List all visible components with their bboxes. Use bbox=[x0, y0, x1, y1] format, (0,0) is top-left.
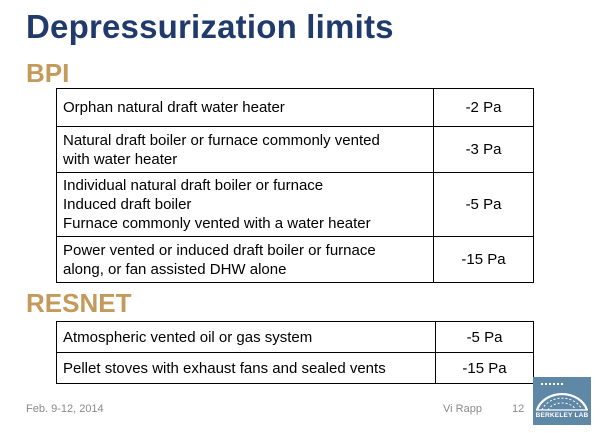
row-value: -5 Pa bbox=[434, 173, 534, 237]
table-row bbox=[57, 237, 534, 283]
row-value: -5 Pa bbox=[436, 322, 534, 353]
row-description bbox=[57, 322, 436, 353]
bpi-limits-table bbox=[56, 88, 534, 283]
row-value: -2 Pa bbox=[434, 89, 534, 127]
table-row bbox=[57, 89, 534, 127]
row-value: -3 Pa bbox=[434, 127, 534, 173]
table-row bbox=[57, 127, 534, 173]
logo-text: BERKELEY LAB bbox=[535, 412, 589, 419]
slide-title: Depressurization limits bbox=[26, 8, 394, 45]
resnet-limits-table bbox=[56, 321, 534, 384]
section-heading-resnet: RESNET bbox=[26, 288, 132, 318]
table-row bbox=[57, 173, 534, 237]
row-line: Power vented or induced draft boiler or furnace bbox=[63, 241, 376, 259]
row-line: Furnace commonly vented with a water heater bbox=[63, 215, 371, 232]
section-heading-bpi: BPI bbox=[26, 58, 70, 88]
row-line: with water heater bbox=[63, 150, 178, 168]
row-value: -15 Pa bbox=[436, 353, 534, 384]
row-line: Atmospheric vented oil or gas system bbox=[63, 328, 313, 346]
row-line: along, or fan assisted DHW alone bbox=[63, 260, 287, 278]
row-description bbox=[57, 127, 434, 173]
row-description bbox=[57, 237, 434, 283]
berkeley-lab-logo bbox=[533, 377, 591, 425]
table-row bbox=[57, 353, 534, 384]
table-row bbox=[57, 322, 534, 353]
footer-date: Feb. 9-12, 2014 bbox=[26, 403, 104, 415]
row-line: Individual natural draft boiler or furnace bbox=[63, 177, 324, 194]
footer-page-number: 12 bbox=[512, 403, 525, 415]
row-value: -15 Pa bbox=[434, 237, 534, 283]
row-description bbox=[57, 353, 436, 384]
row-description bbox=[57, 173, 434, 237]
footer-author: Vi Rapp bbox=[443, 403, 482, 415]
row-line: Pellet stoves with exhaust fans and sealed vents bbox=[63, 359, 386, 377]
row-line: Induced draft boiler bbox=[63, 196, 192, 213]
row-line: Natural draft boiler or furnace commonly vented bbox=[63, 131, 380, 149]
row-line: Orphan natural draft water heater bbox=[63, 99, 285, 116]
row-description bbox=[57, 89, 434, 127]
